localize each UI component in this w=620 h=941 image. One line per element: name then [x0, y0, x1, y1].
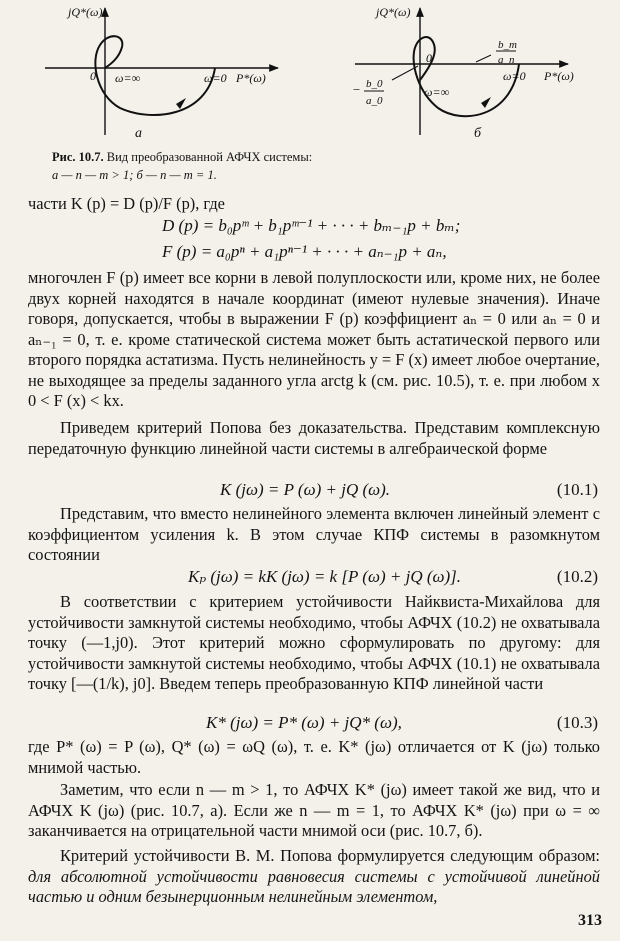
paragraph-4: В соответствии с критерием устойчивости Найквиста-Михайлова для устойчивости замкнутой системы необходимо, чтобы АФЧХ (10.2) не охватывала точку (—1,j0). Этот критерий можно сформулировать по другому: для устойчивости замкнутой системы необходимо, чтобы АФЧХ (10.1) не охватывала точку [—(1/k), j0]. Введем теперь преобразованную КПФ линейной части — [28, 592, 600, 693]
curve-arrow-a — [176, 98, 186, 109]
equation-F: F (p) = a₀pⁿ + a₁pⁿ⁻¹ + · · · + aₙ₋₁p + aₙ, — [162, 242, 447, 261]
paragraph-6: Заметим, что если n — m > 1, то АФЧХ K* (jω) имеет такой же вид, что и АФЧХ K (jω) (рис. 10.7, а). Если же n — m = 1, то АФЧХ K* (jω) при ω = ∞ заканчивается на отрицательной части мнимой оси (рис. 10.7, б). — [28, 780, 600, 840]
paragraph-2: Приведем критерий Попова без доказательства. Представим комплексную передаточную функцию линейной части системы в алгебраической форме — [28, 418, 600, 458]
caption-label: Рис. 10.7. — [52, 150, 104, 164]
curve-arrow-b — [481, 97, 491, 108]
paragraph-7-start: Критерий устойчивости В. М. Попова формулируется следующим образом: — [60, 846, 600, 865]
bm-denominator: a_n — [498, 54, 515, 66]
x-axis-label-a: P*(ω) — [236, 71, 266, 85]
equation-10-2: Kₚ (jω) = kK (jω) = k [P (ω) + jQ (ω)]. — [188, 567, 462, 586]
caption-text: Вид преобразованной АФЧХ системы: — [106, 150, 313, 164]
paragraph-5: где P* (ω) = P (ω), Q* (ω) = ωQ (ω), т. е. K* (jω) отличается от K (jω) только мнимой частью. — [28, 737, 600, 777]
figure-panel-a — [45, 5, 278, 141]
bm-numerator: b_m — [498, 39, 517, 51]
paragraph-3: Представим, что вместо нелинейного элемента включен линейный элемент с коэффициентом усиления k. В этом случае КПФ системы в разомкнутом состоянии — [28, 504, 600, 564]
omega-inf-label-a: ω=∞ — [115, 71, 141, 85]
intro-line: части K (p) = D (p)/F (p), где — [28, 194, 225, 213]
origin-label-b: 0 — [426, 51, 432, 65]
popov-criterion-statement: для абсолютной устойчивости равновесия системы с устойчивой линейной частью и одним безынерционным нелинейным элементом, — [28, 866, 600, 906]
origin-label-a: 0 — [90, 69, 96, 83]
omega-zero-label-a: ω=0 — [204, 71, 227, 85]
page-number: 313 — [578, 912, 602, 929]
afchx-curve-a — [95, 36, 215, 115]
equation-10-1: K (jω) = P (ω) + jQ (ω). — [220, 480, 391, 499]
b0-numerator: b_0 — [366, 78, 383, 90]
y-axis-label-a: jQ*(ω) — [68, 5, 103, 19]
figure-panel-b — [352, 5, 574, 141]
figure-10-7 — [0, 0, 620, 150]
equation-D: D (p) = b₀pᵐ + b₁pᵐ⁻¹ + · · · + bₘ₋₁p + bₘ; — [162, 216, 461, 235]
panel-label-b: б — [474, 126, 482, 141]
paragraph-7 — [28, 846, 600, 908]
omega-zero-label-b: ω=0 — [503, 69, 526, 83]
equation-number-10-1: (10.1) — [556, 480, 598, 499]
equation-10-3: K* (jω) = P* (ω) + jQ* (ω), — [206, 713, 402, 732]
leader-bm-an — [476, 55, 491, 62]
panel-label-a: а — [135, 126, 142, 141]
equation-number-10-3: (10.3) — [556, 713, 598, 732]
b0-minus-sign: − — [352, 82, 361, 97]
figure-caption — [52, 148, 412, 184]
caption-line-2: а — n — m > 1; б — n — m = 1. — [52, 168, 217, 182]
y-axis-label-b: jQ*(ω) — [376, 5, 411, 19]
omega-inf-label-b: ω=∞ — [424, 85, 450, 99]
paragraph-1: многочлен F (p) имеет все корни в левой полуплоскости или, кроме них, не более двух корней находятся в начале координат (имеют нулевые значения). Иначе говоря, допускается, чтобы в выражении F (p) коэффициент aₙ = 0 или aₙ = 0 и aₙ₋₁ = 0, т. е. кроме статической система может быть астатической первого или второго порядка астатизма. Пусть нелинейность y = F (x) имеет любое очертание, не выходящее за пределы заданного угла arctg k (см. рис. 10.5), т. е. при любом x 0 < F (x) < kx. — [28, 268, 600, 410]
x-axis-label-b: P*(ω) — [544, 69, 574, 83]
b0-denominator: a_0 — [366, 95, 383, 107]
equation-number-10-2: (10.2) — [556, 567, 598, 586]
caption-line-1 — [52, 148, 412, 166]
